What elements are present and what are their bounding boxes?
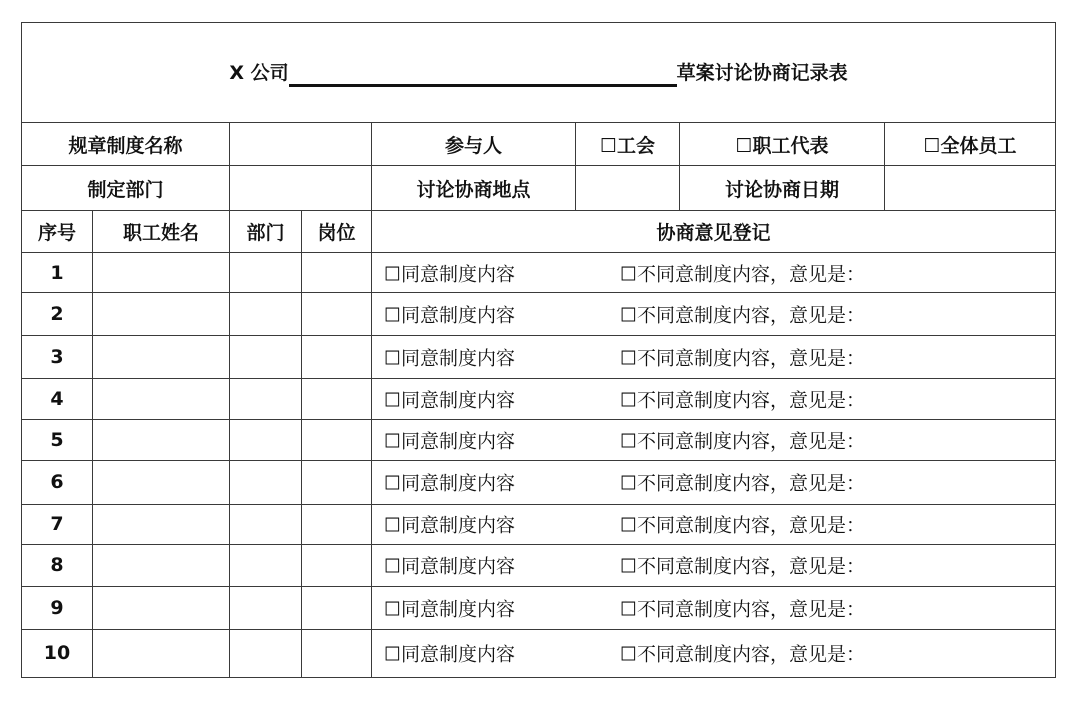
row-number: 5 [22,419,93,460]
agree-checkbox[interactable]: ☐同意制度内容 [384,430,516,453]
disagree-checkbox[interactable]: ☐不同意制度内容，意见是： [620,430,866,453]
department-cell[interactable] [230,460,302,504]
info-row-1 [22,123,1056,166]
agree-checkbox[interactable]: ☐同意制度内容 [384,472,516,495]
position-cell[interactable] [302,378,372,419]
department-cell[interactable] [230,378,302,419]
position-cell[interactable] [302,419,372,460]
position-cell[interactable] [302,544,372,586]
agree-checkbox[interactable]: ☐同意制度内容 [384,304,516,327]
row-number: 6 [22,460,93,504]
date-label: 讨论协商日期 [680,166,885,211]
position-cell[interactable] [302,293,372,336]
dept-label: 制定部门 [22,166,230,211]
row-number: 2 [22,293,93,336]
department-cell[interactable] [230,629,302,677]
opinion-cell [372,544,1056,586]
table-row [22,253,1056,293]
opinion-cell [372,419,1056,460]
col-header-department: 部门 [230,211,302,253]
name-cell[interactable] [93,629,230,677]
col-header-opinion: 协商意见登记 [372,211,1056,253]
agree-checkbox[interactable]: ☐同意制度内容 [384,514,516,537]
row-number: 8 [22,544,93,586]
info-row-2 [22,166,1056,211]
staff-rep-checkbox[interactable]: ☐职工代表 [680,123,885,166]
name-cell[interactable] [93,253,230,293]
table-row [22,544,1056,586]
col-header-name: 职工姓名 [93,211,230,253]
agree-checkbox[interactable]: ☐同意制度内容 [384,347,516,370]
opinion-cell [372,504,1056,544]
table-row [22,336,1056,378]
union-checkbox[interactable]: ☐工会 [576,123,680,166]
opinion-cell [372,293,1056,336]
row-number: 4 [22,378,93,419]
agree-checkbox[interactable]: ☐同意制度内容 [384,598,516,621]
disagree-checkbox[interactable]: ☐不同意制度内容，意见是： [620,555,866,578]
title-row [22,23,1056,123]
row-number: 9 [22,586,93,629]
name-cell[interactable] [93,378,230,419]
location-field[interactable] [576,166,680,211]
department-cell[interactable] [230,504,302,544]
form-title [22,23,1056,123]
agree-checkbox[interactable]: ☐同意制度内容 [384,555,516,578]
department-cell[interactable] [230,253,302,293]
row-number: 3 [22,336,93,378]
participants-label: 参与人 [372,123,576,166]
position-cell[interactable] [302,586,372,629]
disagree-checkbox[interactable]: ☐不同意制度内容，意见是： [620,643,866,666]
table-row [22,460,1056,504]
position-cell[interactable] [302,629,372,677]
agree-checkbox[interactable]: ☐同意制度内容 [384,263,516,286]
location-label: 讨论协商地点 [372,166,576,211]
dept-field[interactable] [230,166,372,211]
opinion-cell [372,253,1056,293]
table-row [22,293,1056,336]
all-staff-checkbox[interactable]: ☐全体员工 [885,123,1056,166]
agree-checkbox[interactable]: ☐同意制度内容 [384,389,516,412]
title-company: X 公司 [229,62,289,85]
disagree-checkbox[interactable]: ☐不同意制度内容，意见是： [620,514,866,537]
disagree-checkbox[interactable]: ☐不同意制度内容，意见是： [620,598,866,621]
department-cell[interactable] [230,293,302,336]
name-cell[interactable] [93,293,230,336]
position-cell[interactable] [302,336,372,378]
regulation-name-field[interactable] [230,123,372,166]
opinion-cell [372,460,1056,504]
name-cell[interactable] [93,544,230,586]
col-header-position: 岗位 [302,211,372,253]
row-number: 7 [22,504,93,544]
column-header-row [22,211,1056,253]
row-number: 10 [22,629,93,677]
position-cell[interactable] [302,253,372,293]
regulation-name-label: 规章制度名称 [22,123,230,166]
department-cell[interactable] [230,586,302,629]
table-row [22,378,1056,419]
opinion-cell [372,586,1056,629]
table-row [22,504,1056,544]
table-row [22,419,1056,460]
name-cell[interactable] [93,419,230,460]
agree-checkbox[interactable]: ☐同意制度内容 [384,643,516,666]
position-cell[interactable] [302,504,372,544]
opinion-cell [372,629,1056,677]
table-row [22,629,1056,677]
col-header-no: 序号 [22,211,93,253]
name-cell[interactable] [93,460,230,504]
record-form-table [21,22,1056,678]
disagree-checkbox[interactable]: ☐不同意制度内容，意见是： [620,347,866,370]
table-row [22,586,1056,629]
row-number: 1 [22,253,93,293]
opinion-cell [372,336,1056,378]
name-cell[interactable] [93,586,230,629]
date-field[interactable] [885,166,1056,211]
department-cell[interactable] [230,544,302,586]
title-blank-line[interactable] [289,60,677,87]
position-cell[interactable] [302,460,372,504]
name-cell[interactable] [93,336,230,378]
department-cell[interactable] [230,336,302,378]
name-cell[interactable] [93,504,230,544]
disagree-checkbox[interactable]: ☐不同意制度内容，意见是： [620,263,866,286]
department-cell[interactable] [230,419,302,460]
title-suffix: 草案讨论协商记录表 [676,62,848,85]
disagree-checkbox[interactable]: ☐不同意制度内容，意见是： [620,304,866,327]
opinion-cell [372,378,1056,419]
disagree-checkbox[interactable]: ☐不同意制度内容，意见是： [620,472,866,495]
disagree-checkbox[interactable]: ☐不同意制度内容，意见是： [620,389,866,412]
